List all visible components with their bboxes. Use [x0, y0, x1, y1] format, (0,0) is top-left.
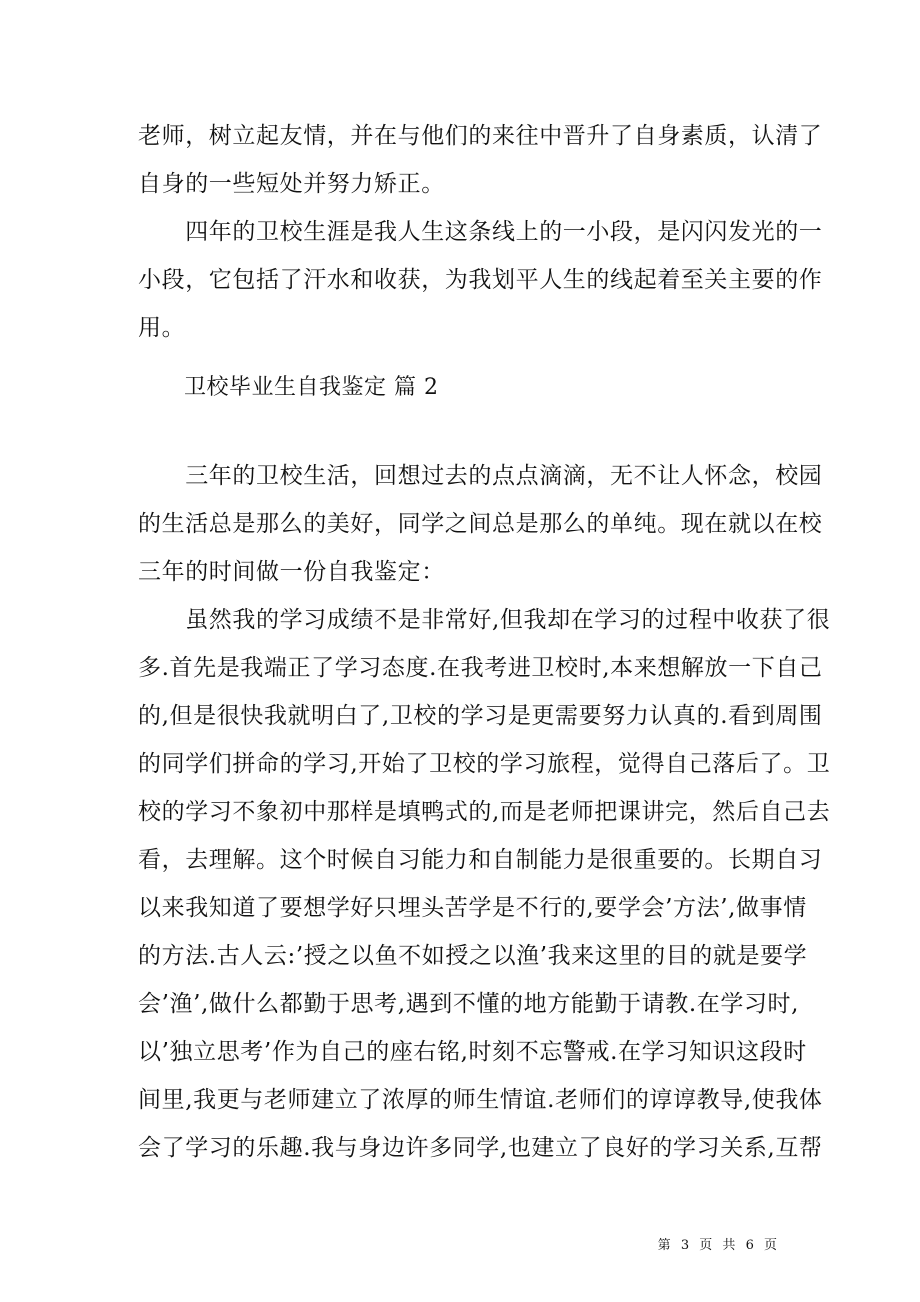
text-line: 小段，它包括了汗水和收获，为我划平人生的线起着至关主要的作 [138, 267, 823, 293]
section-heading: 卫校毕业生自我鉴定 篇 2 [184, 375, 439, 400]
text-line: 看，去理解。这个时候自习能力和自制能力是很重要的。长期自习 [138, 847, 823, 873]
text-line: 以来我知道了要想学好只埋头苦学是不行的,要学会’方法’,做事情 [138, 895, 807, 921]
text-line: 的生活总是那么的美好，同学之间总是那么的单纯。现在就以在校 [138, 511, 823, 537]
text-line: 用。 [138, 315, 186, 341]
text-line: 间里,我更与老师建立了浓厚的师生情谊.老师们的谆谆教导,使我体 [138, 1087, 823, 1113]
footer-page-label: 页 [699, 1238, 714, 1253]
footer-prefix: 第 [657, 1238, 672, 1253]
page-number-footer [656, 1234, 780, 1253]
text-line: 会’渔’,做什么都勤于思考,遇到不懂的地方能勤于请教.在学习时, [138, 991, 800, 1017]
total-page-number: 6 [745, 1238, 755, 1253]
text-line: 的同学们拼命的学习,开始了卫校的学习旅程，觉得自己落后了。卫 [138, 751, 831, 777]
text-line: 会了学习的乐趣.我与身边许多同学,也建立了良好的学习关系,互帮 [138, 1135, 823, 1161]
text-line: 虽然我的学习成绩不是非常好,但我却在学习的过程中收获了很 [138, 607, 831, 633]
paragraph-block-2 [138, 452, 831, 1172]
text-line: 多.首先是我端正了学习态度.在我考进卫校时,本来想解放一下自己 [138, 655, 823, 681]
text-line: 老师，树立起友情，并在与他们的来往中晋升了自身素质，认清了 [138, 123, 823, 149]
current-page-number: 3 [680, 1238, 691, 1253]
text-line: 以’独立思考’作为自己的座右铭,时刻不忘警戒.在学习知识这段时 [138, 1039, 807, 1065]
paragraph-block-1 [138, 112, 823, 352]
text-line: 的方法.古人云:’授之以鱼不如授之以渔’我来这里的目的就是要学 [138, 943, 808, 969]
text-line: 四年的卫校生涯是我人生这条线上的一小段，是闪闪发光的一 [138, 219, 823, 245]
footer-total-label: 共 [722, 1238, 737, 1253]
text-line: 校的学习不象初中那样是填鸭式的,而是老师把课讲完，然后自己去 [138, 799, 831, 825]
footer-suffix: 页 [763, 1238, 778, 1253]
text-line: 三年的卫校生活，回想过去的点点滴滴，无不让人怀念，校园 [138, 463, 823, 489]
text-line: 三年的时间做一份自我鉴定： [138, 559, 445, 585]
text-line: 自身的一些短处并努力矫正。 [138, 171, 445, 197]
text-line: 的,但是很快我就明白了,卫校的学习是更需要努力认真的.看到周围 [138, 703, 823, 729]
